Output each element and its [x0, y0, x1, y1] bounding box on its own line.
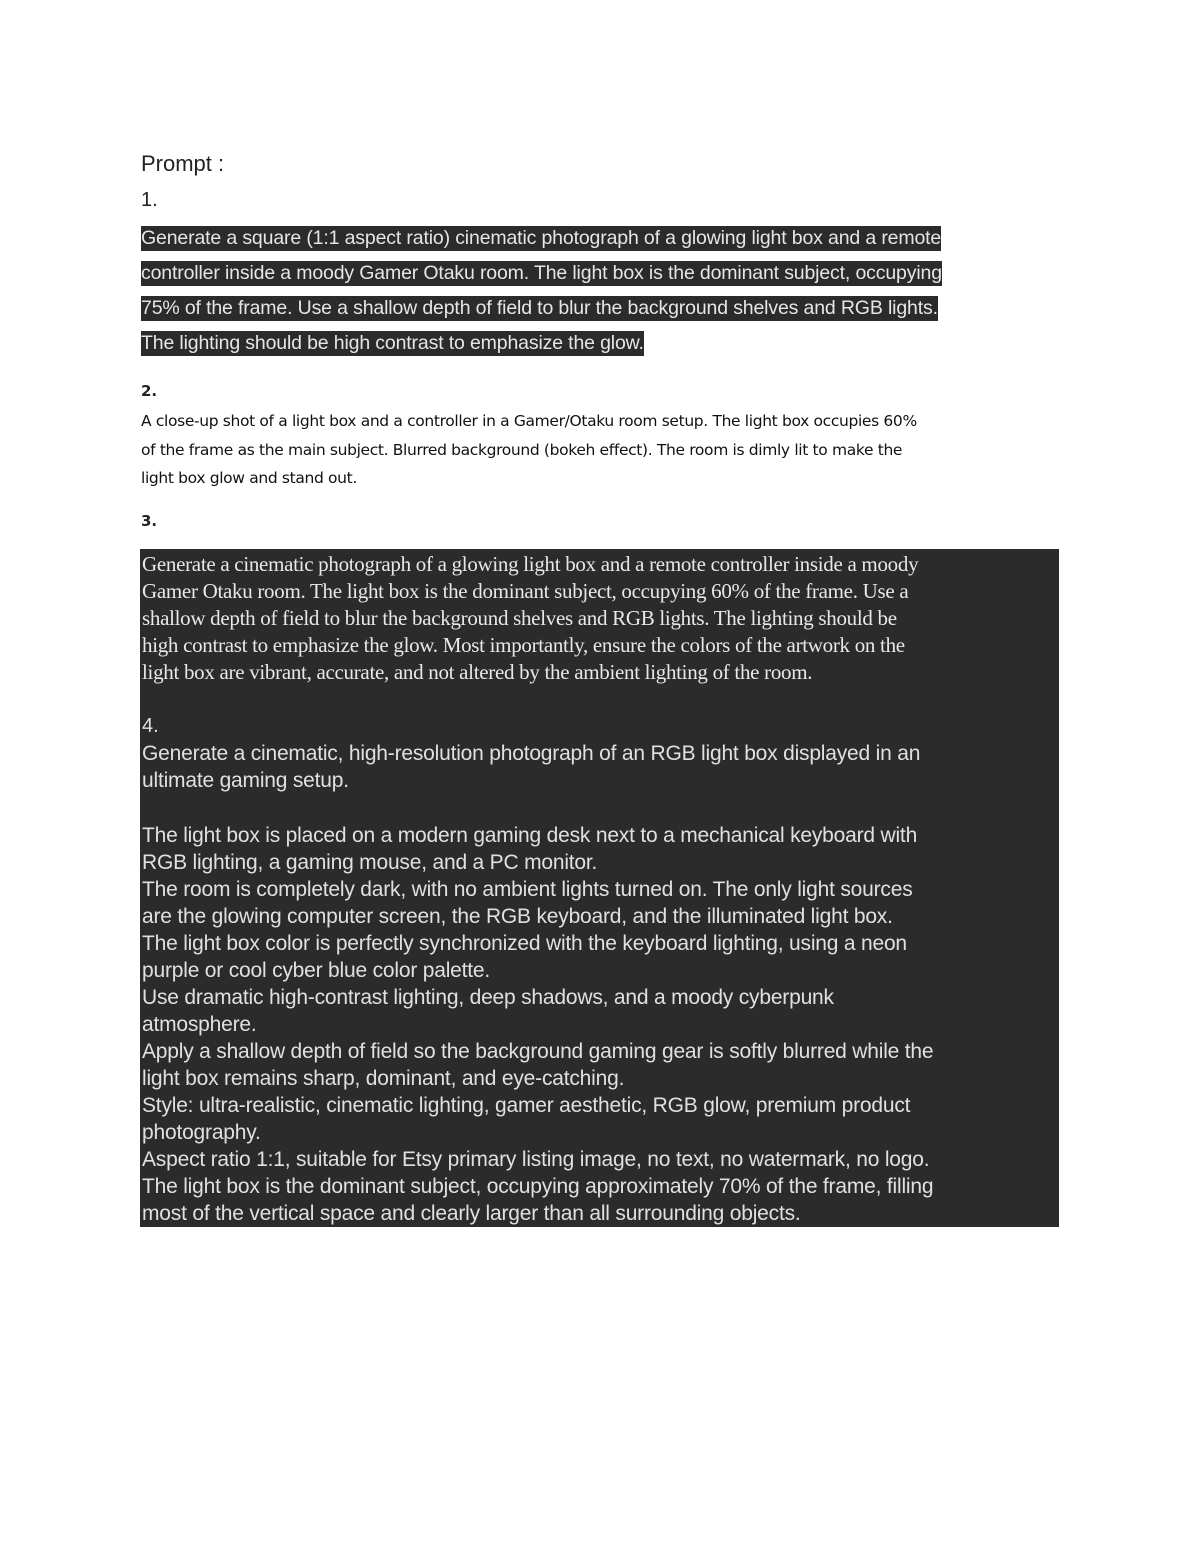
prompt-4-line: atmosphere. — [142, 1013, 257, 1036]
prompt-4-line: Use dramatic high-contrast lighting, deep shadows, and a moody cyberpunk — [142, 986, 834, 1009]
prompt-4-line: light box remains sharp, dominant, and eye-catching. — [142, 1067, 625, 1090]
prompt-4-number: 4. — [142, 715, 159, 737]
prompt-4-intro — [142, 740, 1057, 794]
prompt-4-line: The light box color is perfectly synchronized with the keyboard lighting, using a neon — [142, 932, 907, 955]
prompt-4-line: are the glowing computer screen, the RGB keyboard, and the illuminated light box. — [142, 905, 893, 928]
prompt-1-line: The lighting should be high contrast to emphasize the glow. — [141, 332, 644, 354]
prompt-3-line: high contrast to emphasize the glow. Most importantly, ensure the colors of the artwork on the — [142, 633, 905, 657]
prompt-2-line: A close-up shot of a light box and a controller in a Gamer/Otaku room setup. The light box occupies 60% — [141, 412, 917, 430]
prompt-4-line: ultimate gaming setup. — [142, 769, 349, 792]
prompt-1-number: 1. — [141, 189, 158, 211]
prompt-3-line: Generate a cinematic photograph of a glowing light box and a remote controller inside a moody — [142, 552, 919, 576]
prompt-4-line: Aspect ratio 1:1, suitable for Etsy primary listing image, no text, no watermark, no logo. — [142, 1148, 930, 1171]
prompt-1-line: 75% of the frame. Use a shallow depth of field to blur the background shelves and RGB lights. — [141, 297, 938, 319]
prompt-3-line: Gamer Otaku room. The light box is the dominant subject, occupying 60% of the frame. Use a — [142, 579, 909, 603]
prompt-2-number: 2. — [141, 382, 158, 400]
prompt-3-number: 3. — [141, 512, 158, 530]
prompt-4-line: Generate a cinematic, high-resolution photograph of an RGB light box displayed in an — [142, 742, 921, 765]
prompt-4-line: most of the vertical space and clearly larger than all surrounding objects. — [142, 1202, 801, 1225]
prompt-2-line: light box glow and stand out. — [141, 469, 357, 487]
document-heading: Prompt : — [141, 151, 225, 176]
prompt-3-line: shallow depth of field to blur the background shelves and RGB lights. The lighting should be — [142, 606, 897, 630]
prompt-2-line: of the frame as the main subject. Blurred background (bokeh effect). The room is dimly lit to make the — [141, 440, 903, 459]
prompt-1-line: controller inside a moody Gamer Otaku room. The light box is the dominant subject, occupying — [141, 262, 942, 284]
prompt-4-body — [142, 822, 1057, 1227]
prompt-4-line: The light box is placed on a modern gaming desk next to a mechanical keyboard with — [142, 824, 918, 847]
prompt-3-text — [142, 551, 1057, 686]
prompt-4-line: The light box is the dominant subject, occupying approximately 70% of the frame, filling — [142, 1175, 934, 1198]
prompt-4-line: The room is completely dark, with no ambient lights turned on. The only light sources — [142, 878, 913, 901]
prompt-3-line: light box are vibrant, accurate, and not altered by the ambient lighting of the room. — [142, 660, 813, 684]
prompt-2-text — [141, 407, 1056, 493]
prompt-1-text — [141, 221, 1061, 361]
prompt-1-line: Generate a square (1:1 aspect ratio) cinematic photograph of a glowing light box and a remote — [141, 227, 942, 249]
prompt-4-line: Style: ultra-realistic, cinematic lighting, gamer aesthetic, RGB glow, premium product — [142, 1094, 911, 1117]
prompt-4-line: photography. — [142, 1121, 261, 1144]
prompt-4-line: purple or cool cyber blue color palette. — [142, 959, 491, 982]
prompt-4-line: RGB lighting, a gaming mouse, and a PC monitor. — [142, 851, 598, 874]
prompt-4-line: Apply a shallow depth of field so the background gaming gear is softly blurred while the — [142, 1040, 934, 1063]
